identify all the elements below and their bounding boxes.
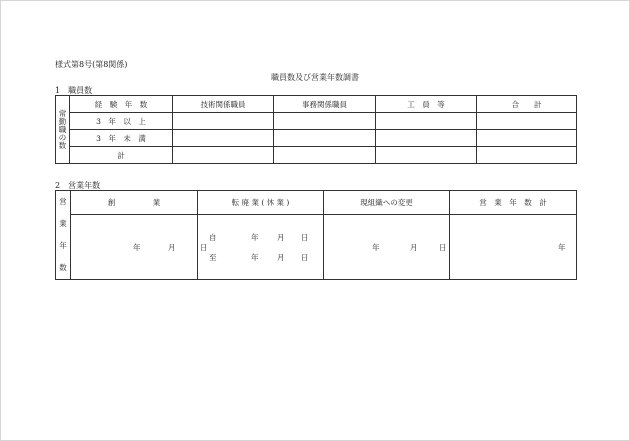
founding-year: 年	[133, 242, 141, 252]
founding-month: 月	[168, 242, 176, 252]
business-years-cell[interactable]	[450, 215, 577, 280]
suspension-from-day: 日	[301, 232, 309, 242]
business-years-unit: 年	[558, 242, 566, 252]
header-workers: 工 員 等	[376, 96, 477, 113]
staff-side-label: 常 勤 職 の 数	[56, 96, 70, 164]
header-office-staff: 事務関係職員	[274, 96, 376, 113]
founding-day: 日	[200, 242, 208, 252]
suspension-from-prefix: 自	[209, 232, 217, 242]
cell-technical[interactable]	[173, 130, 274, 147]
header-founding: 創 業	[71, 191, 198, 215]
document-title: 職員数及び営業年数調書	[271, 73, 359, 82]
staff-row-3plus	[56, 113, 577, 130]
founding-date-cell[interactable]	[71, 215, 208, 280]
suspension-to-day: 日	[301, 252, 309, 262]
org-change-year: 年	[372, 242, 380, 252]
header-org-change: 現組織への変更	[324, 191, 450, 215]
staff-row-total	[56, 147, 577, 164]
section2-heading: 2 営業年数	[55, 181, 101, 190]
org-change-day: 日	[439, 242, 447, 252]
cell-technical[interactable]	[173, 113, 274, 130]
header-business-years: 営 業 年 数 計	[450, 191, 577, 215]
suspension-from-year: 年	[251, 232, 259, 242]
suspension-date-cell[interactable]	[198, 215, 324, 280]
cell-total[interactable]	[477, 147, 577, 164]
header-suspension: 転 廃 業 ( 休 業 )	[198, 191, 324, 215]
cell-workers[interactable]	[376, 113, 477, 130]
row-label: 3 年 未 満	[70, 130, 173, 147]
cell-office[interactable]	[274, 113, 376, 130]
cell-total[interactable]	[477, 113, 577, 130]
suspension-to-year: 年	[251, 252, 259, 262]
cell-workers[interactable]	[376, 130, 477, 147]
cell-office[interactable]	[274, 147, 376, 164]
form-number: 様式第8号(第8関係)	[55, 60, 128, 69]
suspension-to-month: 月	[277, 252, 285, 262]
staff-header-row	[56, 96, 577, 113]
header-technical-staff: 技術関係職員	[173, 96, 274, 113]
header-experience-years: 経 験 年 数	[70, 96, 173, 113]
cell-workers[interactable]	[376, 147, 477, 164]
staff-count-table	[55, 95, 577, 164]
cell-total[interactable]	[477, 130, 577, 147]
row-label: 計	[70, 147, 173, 164]
org-change-date-cell[interactable]	[324, 215, 450, 280]
section1-heading: 1 職員数	[55, 86, 93, 95]
org-change-month: 月	[410, 242, 418, 252]
row-label: 3 年 以 上	[70, 113, 173, 130]
business-header-row	[56, 191, 577, 215]
cell-office[interactable]	[274, 130, 376, 147]
business-body-row	[56, 215, 577, 280]
business-side-label: 営 業 年 数	[56, 191, 71, 280]
suspension-from-month: 月	[277, 232, 285, 242]
header-total: 合 計	[477, 96, 577, 113]
cell-technical[interactable]	[173, 147, 274, 164]
business-years-table	[55, 190, 577, 280]
staff-row-under3	[56, 130, 577, 147]
suspension-to-prefix: 至	[209, 252, 217, 262]
